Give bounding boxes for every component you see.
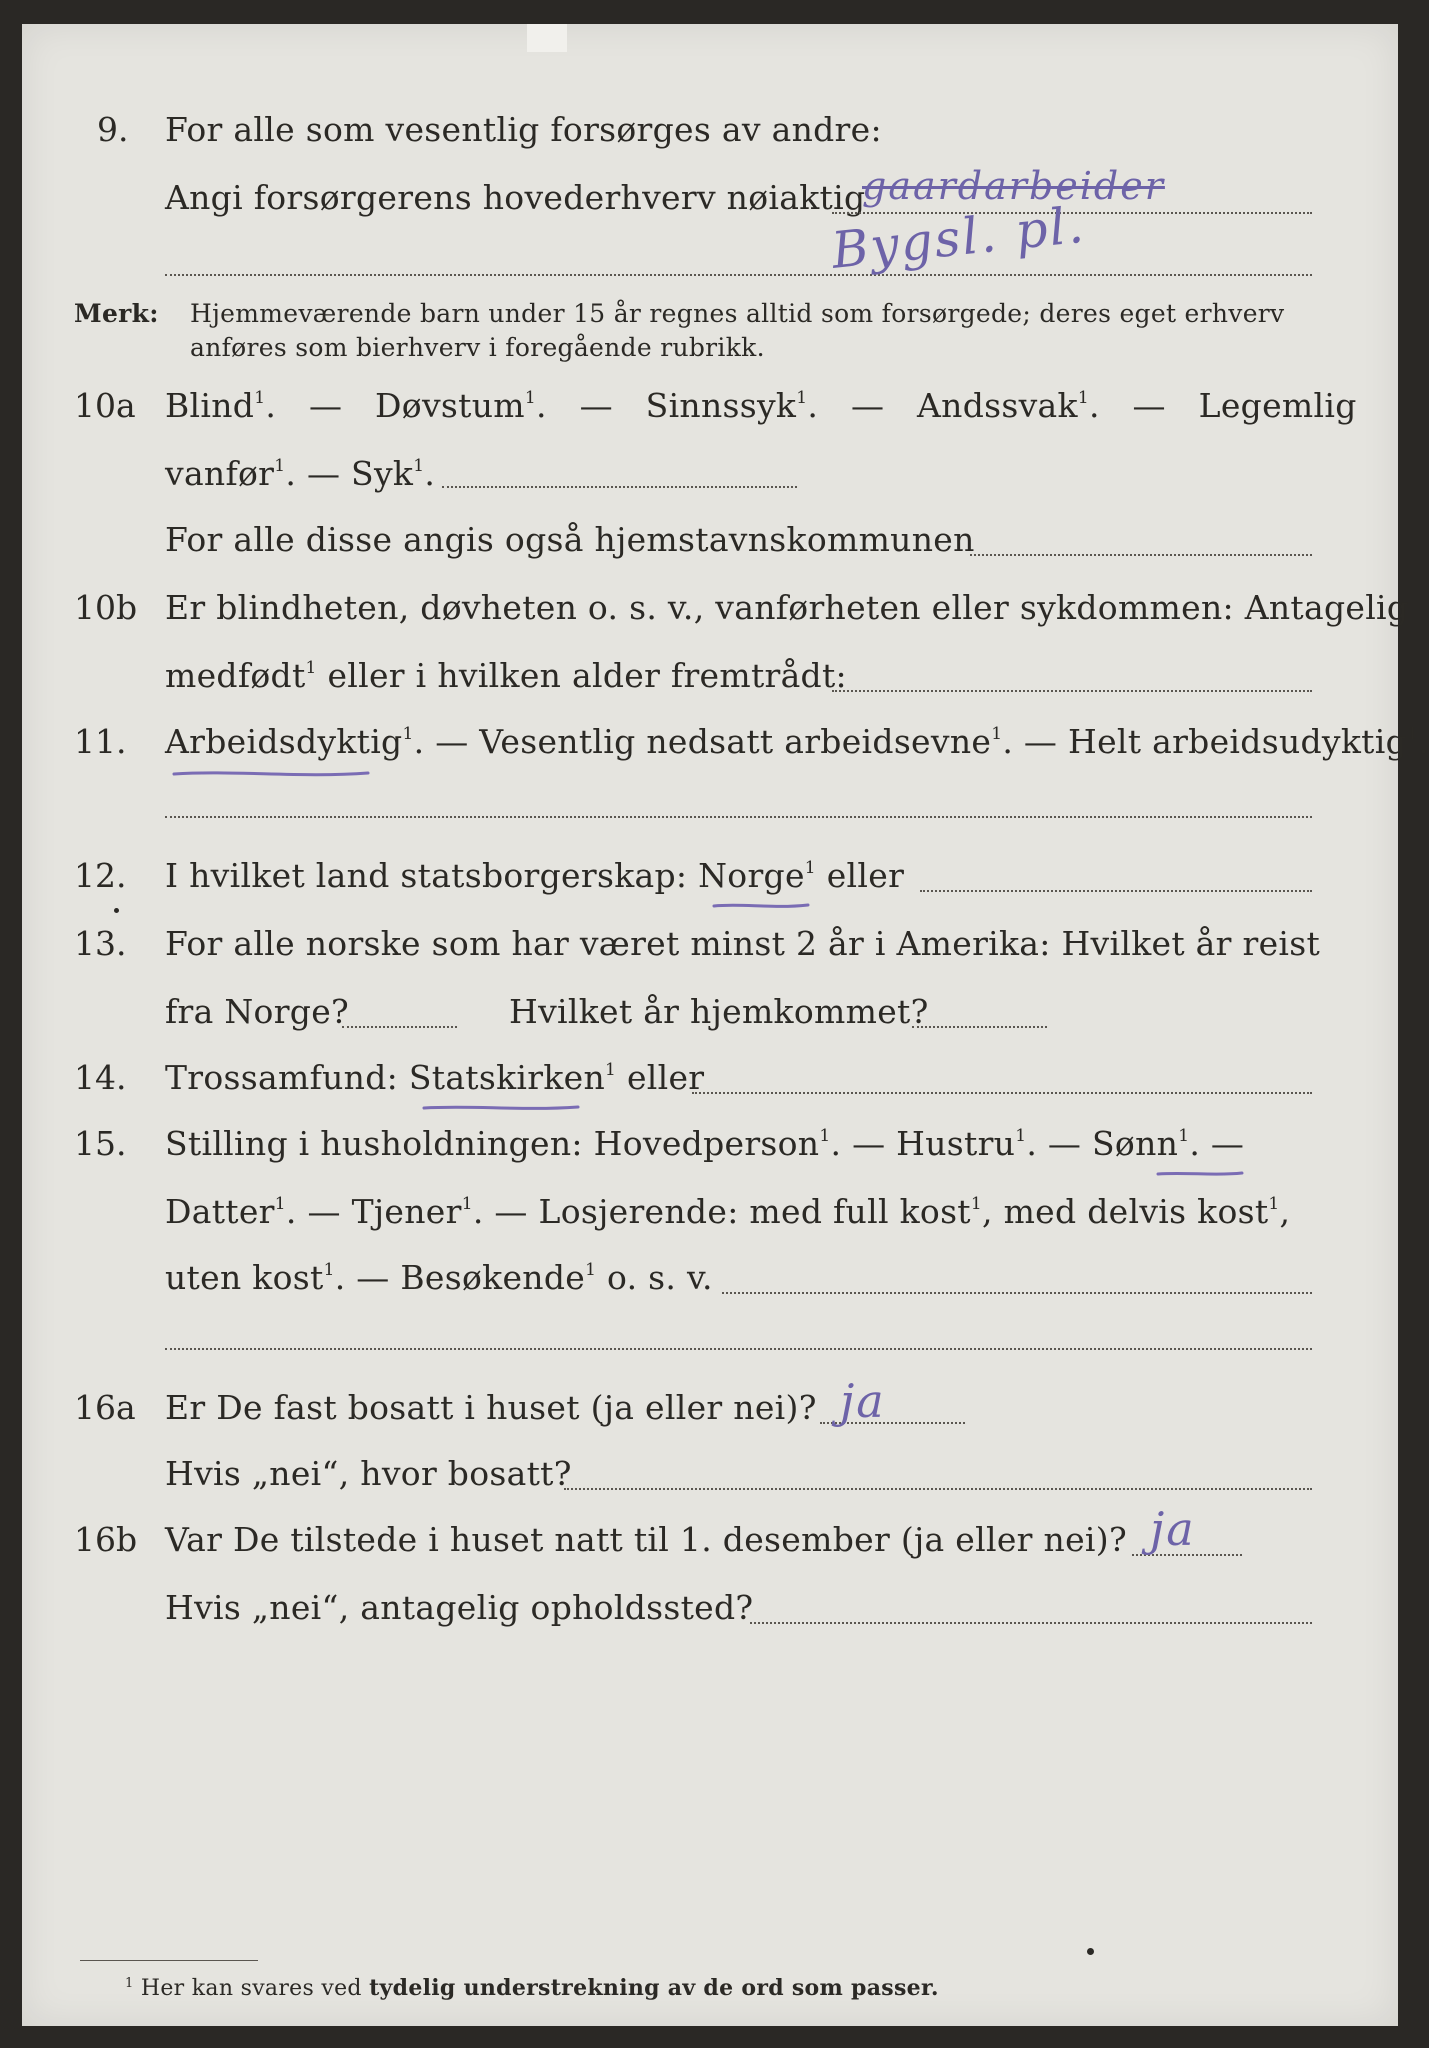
- q13-label-2: Hvilket år hjemkommet?: [509, 992, 929, 1031]
- q9-number: 9.: [97, 110, 129, 149]
- q14-line: Trossamfund: Statskirken$^1$ eller: [165, 1058, 705, 1097]
- q15-underline: [1156, 1168, 1246, 1180]
- q15-line-1: Stilling i husholdningen: Hovedperson$^1$. — Hustru$^1$. — Sønn$^1$. —: [165, 1124, 1245, 1163]
- q12-number: 12.: [74, 856, 127, 895]
- q10b-line-2: medfødt$^1$ eller i hvilken alder fremtrådt:: [165, 656, 847, 695]
- q14-underline: [422, 1102, 582, 1114]
- q11-underline: [172, 768, 372, 780]
- q12-answer-line: [920, 890, 1312, 892]
- q13-answer-line-1: [342, 1026, 457, 1028]
- q10a-line-1: Blind$^1$. — Døvstum$^1$. — Sinnssyk$^1$. — Andssvak$^1$. — Legemlig: [165, 386, 1357, 425]
- q16b-place-line: [750, 1622, 1312, 1624]
- q15-answer-line-2: [165, 1348, 1312, 1350]
- q10b-answer-line: [832, 690, 1312, 692]
- q13-line-1: For alle norske som har været minst 2 år i Amerika: Hvilket år reist: [165, 924, 1321, 963]
- note-line-2: anføres som bierhverv i foregående rubrikk.: [190, 333, 765, 362]
- q9-struck-answer: gaardarbeider: [862, 164, 1165, 208]
- q16a-answer: ja: [840, 1374, 886, 1428]
- note-label: Merk:: [74, 299, 159, 328]
- q12-line: I hvilket land statsborgerskap: Norge$^1$ eller: [165, 856, 905, 895]
- q15-answer-line: [722, 1292, 1312, 1294]
- q10a-line-3: For alle disse angis også hjemstavnskommunen: [165, 520, 975, 559]
- q16b-line-2: Hvis „nei“, antagelig opholdssted?: [165, 1588, 754, 1627]
- ink-dot: [114, 908, 119, 913]
- q16b-line-1: Var De tilstede i huset natt til 1. desember (ja eller nei)?: [165, 1520, 1127, 1559]
- q9-answer-line-2: [165, 274, 1312, 276]
- footnote-rule: [80, 1960, 258, 1961]
- q11-answer-line: [165, 816, 1312, 818]
- q15-line-2: Datter$^1$. — Tjener$^1$. — Losjerende: med full kost$^1$, med delvis kost$^1$,: [165, 1192, 1291, 1231]
- q12-underline: [712, 900, 812, 912]
- q10a-line-2: vanfør$^1$. — Syk$^1$.: [165, 454, 436, 493]
- q10b-number: 10b: [74, 588, 138, 627]
- q10a-answer-line: [442, 486, 797, 488]
- paper-tab: [527, 24, 567, 52]
- q9-text: For alle som vesentlig forsørges av andre:: [165, 110, 882, 149]
- q13-answer-line-2: [912, 1026, 1047, 1028]
- q14-answer-line: [692, 1092, 1312, 1094]
- form-page: [22, 24, 1429, 2026]
- q10a-number: 10a: [74, 386, 136, 425]
- q13-label-1: fra Norge?: [165, 992, 350, 1031]
- q16a-number: 16a: [74, 1388, 136, 1427]
- q16a-where-line: [564, 1488, 1312, 1490]
- footnote: $^1$ Her kan svares ved tydelig understrekning av de ord som passer.: [125, 1975, 939, 2001]
- q16b-number: 16b: [74, 1520, 138, 1559]
- q10a-home-line: [970, 554, 1312, 556]
- q16a-line-1: Er De fast bosatt i huset (ja eller nei)?: [165, 1388, 817, 1427]
- q11-line: Arbeidsdyktig$^1$. — Vesentlig nedsatt arbeidsevne$^1$. — Helt arbeidsudyktig$^1$.: [165, 722, 1429, 761]
- q15-number: 15.: [74, 1124, 127, 1163]
- note-line-1: Hjemmeværende barn under 15 år regnes alltid som forsørgede; deres eget erhverv: [190, 299, 1285, 328]
- q16a-line-2: Hvis „nei“, hvor bosatt?: [165, 1454, 572, 1493]
- q13-number: 13.: [74, 924, 127, 963]
- ink-dot: [1087, 1948, 1094, 1955]
- q16b-answer: ja: [1150, 1502, 1196, 1556]
- q11-number: 11.: [74, 722, 127, 761]
- q14-number: 14.: [74, 1058, 127, 1097]
- q9-answer: Bygsl. pl.: [828, 195, 1088, 280]
- q9-occupation-label: Angi forsørgerens hovederhverv nøiaktig: [165, 178, 866, 217]
- q15-line-3: uten kost$^1$. — Besøkende$^1$ o. s. v.: [165, 1258, 713, 1297]
- q10b-line-1: Er blindheten, døvheten o. s. v., vanførheten eller sykdommen: Antagelig: [165, 588, 1409, 627]
